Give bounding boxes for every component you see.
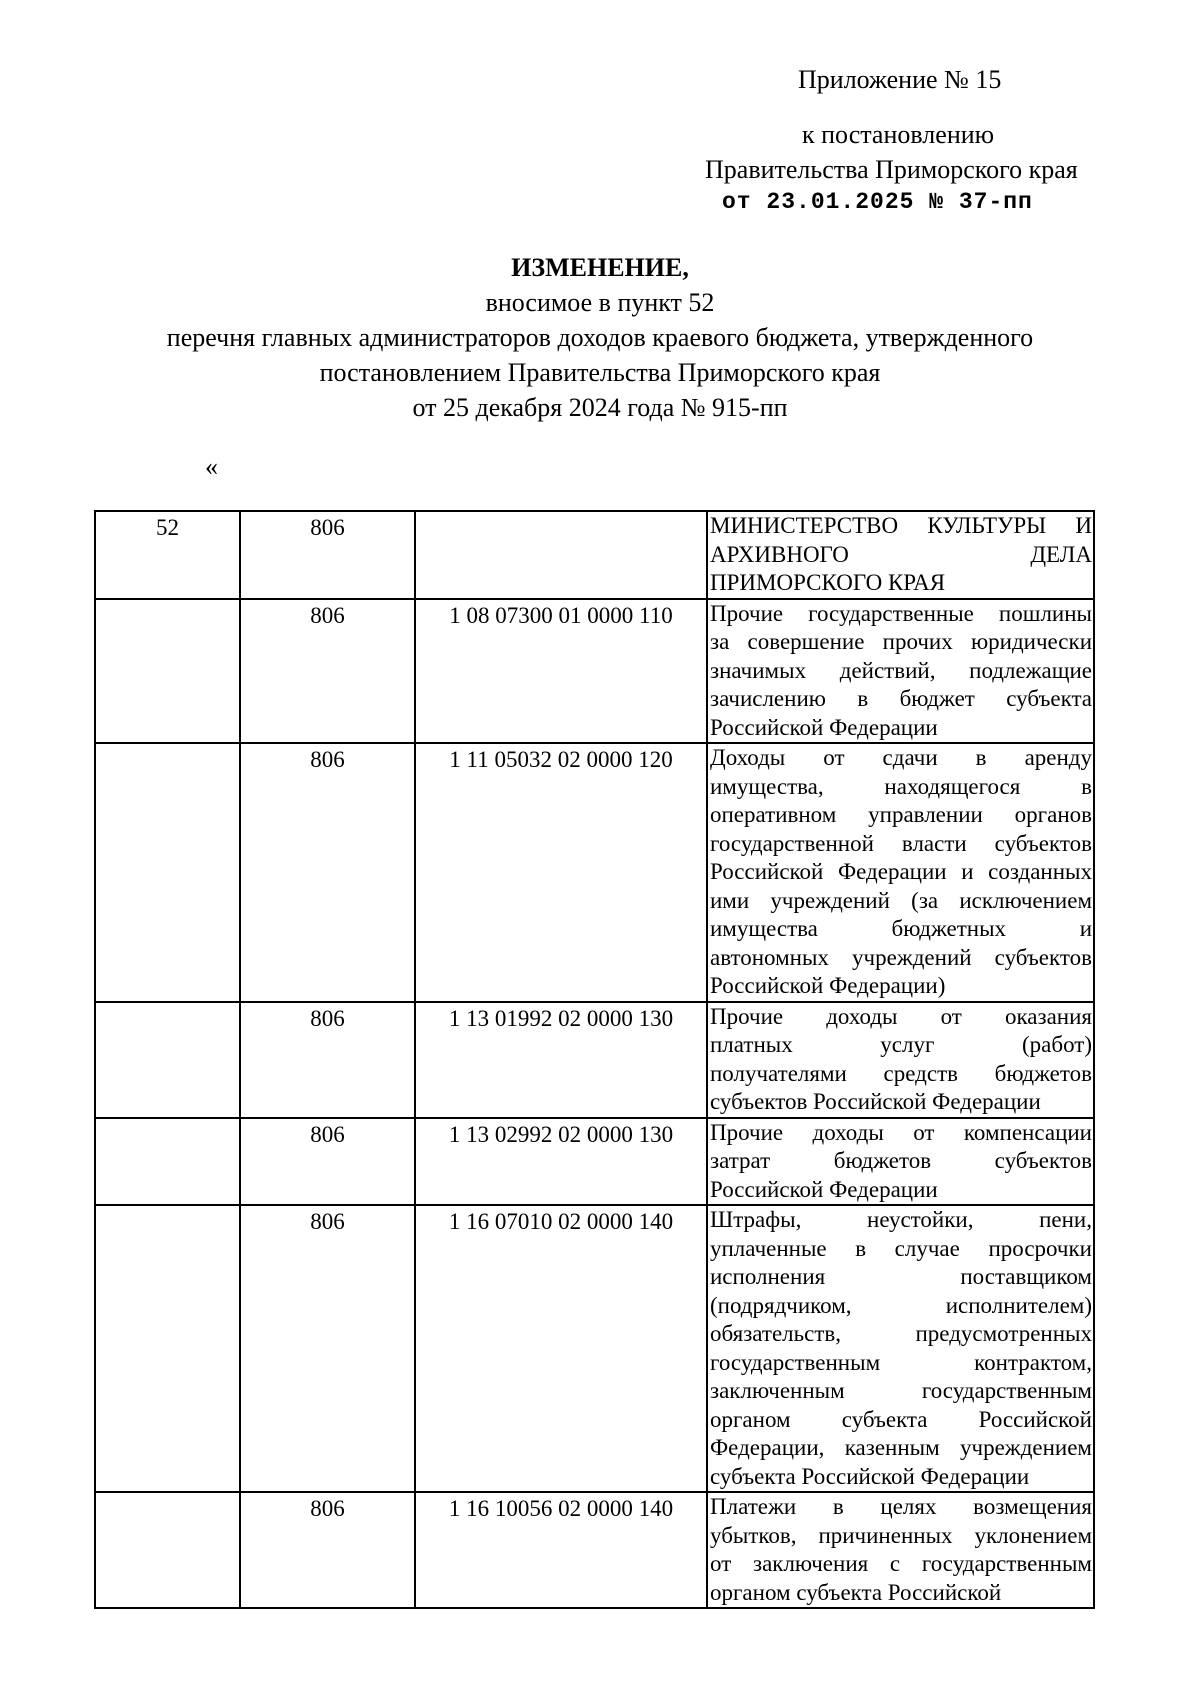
income-name-line: зачислению в бюджет субъекта [710, 686, 1092, 711]
income-name-line: обязательств, предусмотренных [710, 1321, 1092, 1346]
table-row [95, 743, 1094, 1002]
kbk-code-cell-text: 1 08 07300 01 0000 110 [449, 602, 673, 628]
admin-code-cell-text: 806 [310, 602, 345, 628]
kbk-code-cell [415, 511, 707, 599]
income-name-line: уплаченные в случае просрочки [710, 1235, 1092, 1261]
income-name-cell [707, 743, 1094, 1002]
appendix-line-1: к постановлению [802, 120, 995, 149]
heading-line-2: перечня главных администраторов доходов краевого бюджета, утвержденного [166, 323, 1034, 352]
income-name-line: убытков, причиненных уклонением [710, 1522, 1092, 1548]
table-row [95, 1002, 1094, 1118]
table-row [95, 1118, 1094, 1206]
kbk-code-cell [415, 1002, 707, 1118]
appendix-title: Приложение № 15 [798, 65, 1002, 94]
table-row [95, 1492, 1094, 1608]
row-number-cell-text [96, 744, 239, 746]
admin-code-cell [240, 511, 415, 599]
row-number-cell [95, 511, 240, 599]
kbk-code-cell-text [416, 512, 706, 514]
income-name-line: ими учреждений (за исключением [710, 887, 1092, 913]
income-name-line: Платежи в целях возмещения [710, 1494, 1092, 1519]
income-name-line: АРХИВНОГО ДЕЛА [710, 541, 1092, 567]
admin-code-cell-text: 806 [310, 515, 345, 540]
row-number-cell-text [96, 1119, 239, 1121]
income-name-line: за совершение прочих юридически [710, 629, 1092, 654]
income-name-line: органом субъекта Российской [710, 1406, 1092, 1432]
admin-code-cell [240, 1492, 415, 1608]
row-number-cell-text: 52 [156, 515, 179, 540]
income-name-line: Российской Федерации) [710, 973, 946, 998]
heading-line-3: постановлением Правительства Приморского края [319, 358, 881, 387]
table-row [95, 511, 1094, 599]
kbk-code-cell [415, 743, 707, 1002]
income-name-line: ПРИМОРСКОГО КРАЯ [710, 570, 946, 595]
document-heading [0, 250, 1200, 425]
income-name-line: платных услуг (работ) [710, 1032, 1092, 1057]
income-name-line: субъектов Российской Федерации [710, 1089, 1041, 1114]
admin-code-cell [240, 1205, 415, 1492]
admin-code-cell [240, 743, 415, 1002]
kbk-code-cell-text: 1 11 05032 02 0000 120 [449, 747, 673, 772]
kbk-code-cell [415, 599, 707, 744]
kbk-code-cell [415, 1118, 707, 1206]
income-name-line: МИНИСТЕРСТВО КУЛЬТУРЫ И [710, 513, 1092, 538]
income-name-line: субъекта Российской Федерации [710, 1463, 1030, 1489]
kbk-code-cell-text: 1 16 07010 02 0000 140 [448, 1209, 674, 1234]
income-name-line: от заключения с государственным [710, 1551, 1092, 1576]
row-number-cell-text [96, 1206, 239, 1208]
income-name-cell [707, 1002, 1094, 1118]
income-name-line: Прочие государственные пошлины [710, 600, 1092, 626]
kbk-code-cell [415, 1205, 707, 1492]
kbk-code-cell-text: 1 13 01992 02 0000 130 [448, 1005, 674, 1031]
heading-title: ИЗМЕНЕНИЕ, [511, 253, 689, 282]
income-name-cell [707, 511, 1094, 599]
admin-code-cell-text: 806 [310, 1005, 345, 1031]
income-name-line: Российской Федерации [710, 714, 938, 740]
row-number-cell [95, 1492, 240, 1608]
table-row [95, 599, 1094, 744]
row-number-cell [95, 1205, 240, 1492]
admin-code-cell [240, 1118, 415, 1206]
row-number-cell [95, 599, 240, 744]
income-name-line: органом субъекта Российской [710, 1579, 1002, 1605]
income-name-line: затрат бюджетов субъектов [710, 1148, 1092, 1173]
row-number-cell [95, 743, 240, 1002]
income-name-line: государственной власти субъектов [710, 830, 1092, 856]
admin-code-cell-text: 806 [310, 1209, 345, 1234]
row-number-cell-text [96, 1493, 239, 1495]
heading-line-4: от 25 декабря 2024 года № 915-пп [412, 393, 788, 422]
row-number-cell [95, 1002, 240, 1118]
income-name-line: Прочие доходы от компенсации [710, 1119, 1092, 1145]
income-name-line: Доходы от сдачи в аренду [710, 745, 1092, 770]
kbk-code-cell-text: 1 13 02992 02 0000 130 [448, 1121, 674, 1147]
admin-code-cell-text: 806 [310, 747, 345, 772]
row-number-cell-text [96, 600, 239, 602]
row-number-cell [95, 1118, 240, 1206]
income-name-line: Российской Федерации [710, 1176, 938, 1202]
income-name-line: Штрафы, неустойки, пени, [710, 1207, 1092, 1232]
income-name-line: значимых действий, подлежащие [710, 657, 1092, 683]
admin-code-cell [240, 599, 415, 744]
admin-code-cell [240, 1002, 415, 1118]
income-name-line: (подрядчиком, исполнителем) [710, 1292, 1092, 1318]
income-name-line: государственным контрактом, [710, 1349, 1092, 1375]
opening-quote-mark: « [205, 452, 218, 481]
kbk-code-cell [415, 1492, 707, 1608]
income-name-cell [707, 1205, 1094, 1492]
income-name-line: имущества, находящегося в [710, 773, 1092, 799]
administrators-table [94, 510, 1095, 1609]
income-name-line: исполнения поставщиком [710, 1264, 1092, 1289]
income-name-cell [707, 1118, 1094, 1206]
income-name-line: Федерации, казенным учреждением [710, 1435, 1092, 1460]
income-name-line: оперативном управлении органов [710, 802, 1092, 827]
admin-code-cell-text: 806 [310, 1496, 345, 1521]
income-name-line: имущества бюджетных и [710, 916, 1092, 941]
income-name-cell [707, 1492, 1094, 1608]
income-name-line: Прочие доходы от оказания [710, 1003, 1092, 1029]
appendix-stamp-date-number: от 23.01.2025 № 37-пп [722, 189, 1033, 215]
income-name-line: получателями средств бюджетов [710, 1060, 1092, 1086]
kbk-code-cell-text: 1 16 10056 02 0000 140 [448, 1496, 674, 1521]
admin-code-cell-text: 806 [310, 1121, 345, 1147]
income-name-cell [707, 599, 1094, 744]
income-name-line: Российской Федерации и созданных [710, 859, 1092, 884]
table-row [95, 1205, 1094, 1492]
heading-line-1: вносимое в пункт 52 [485, 288, 715, 317]
income-name-line: заключенным государственным [710, 1378, 1092, 1403]
row-number-cell-text [96, 1003, 239, 1005]
income-name-line: автономных учреждений субъектов [710, 944, 1092, 970]
appendix-line-2: Правительства Приморского края [705, 155, 1078, 184]
